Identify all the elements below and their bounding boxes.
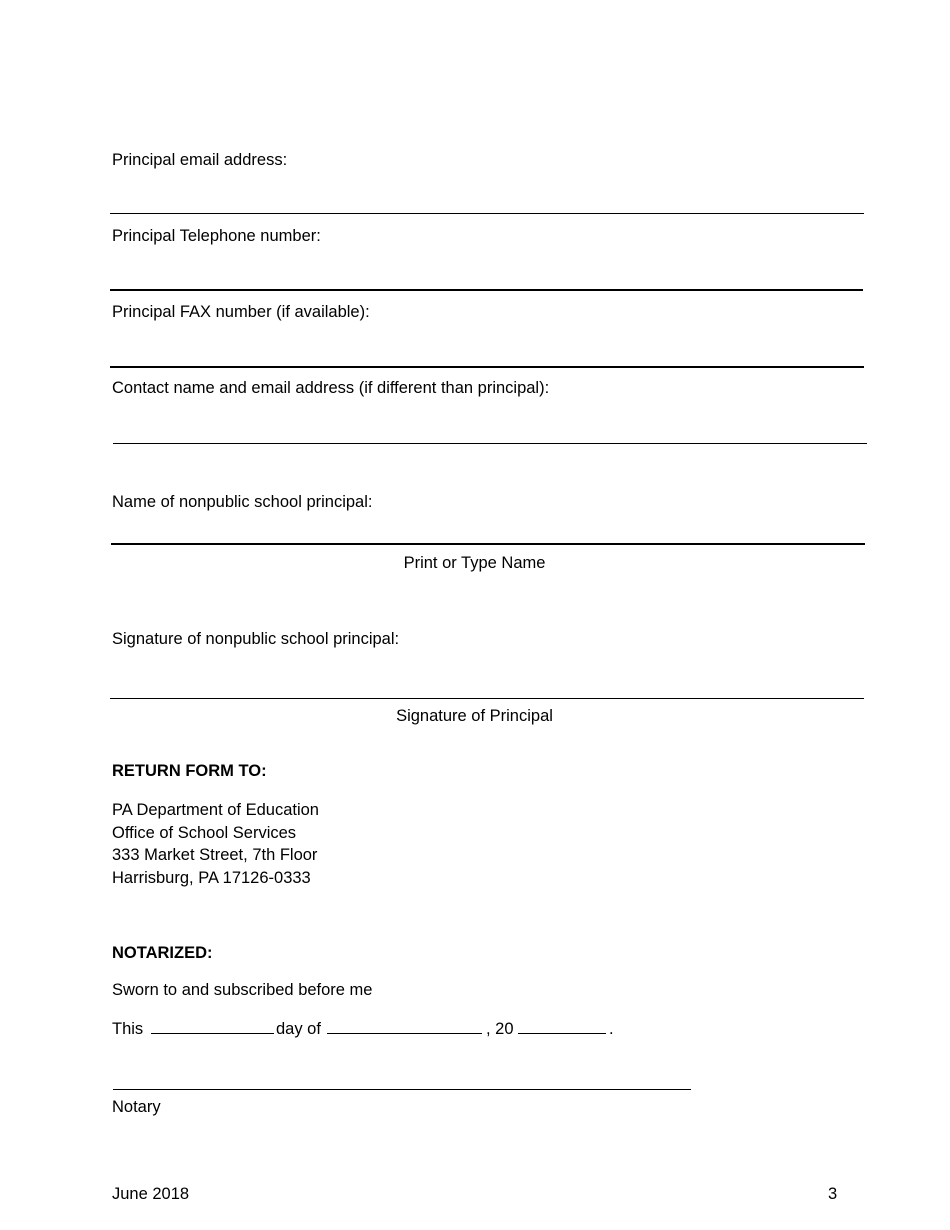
page-number: 3 — [828, 1185, 838, 1203]
principal-name-label: Name of nonpublic school principal: — [112, 493, 373, 511]
contact-label: Contact name and email address (if different than principal): — [112, 379, 550, 397]
address-line: PA Department of Education — [112, 801, 319, 819]
year-blank[interactable] — [518, 1033, 606, 1034]
principal-phone-line[interactable] — [110, 289, 863, 291]
print-name-caption: Print or Type Name — [403, 554, 546, 572]
principal-email-line[interactable] — [110, 213, 864, 214]
return-address — [112, 799, 319, 889]
principal-phone-label: Principal Telephone number: — [112, 227, 321, 245]
signature-caption: Signature of Principal — [396, 707, 553, 725]
notary-label: Notary — [112, 1098, 161, 1116]
principal-email-label: Principal email address: — [112, 151, 288, 169]
signature-label: Signature of nonpublic school principal: — [112, 630, 400, 648]
notarized-heading: NOTARIZED: — [112, 944, 213, 962]
principal-fax-label: Principal FAX number (if available): — [112, 303, 370, 321]
address-line: Harrisburg, PA 17126-0333 — [112, 868, 311, 887]
sworn-text: Sworn to and subscribed before me — [112, 981, 373, 999]
year-prefix: , 20 — [486, 1020, 514, 1038]
month-blank[interactable] — [327, 1033, 482, 1034]
contact-line[interactable] — [113, 443, 867, 444]
notary-signature-line[interactable] — [113, 1089, 691, 1090]
signature-line[interactable] — [110, 698, 864, 699]
period: . — [609, 1020, 614, 1038]
principal-name-line[interactable] — [111, 543, 865, 545]
this-label: This — [112, 1020, 144, 1038]
address-line: 333 Market Street, 7th Floor — [112, 846, 318, 864]
footer-date: June 2018 — [112, 1185, 190, 1203]
return-form-heading: RETURN FORM TO: — [112, 762, 267, 780]
day-blank[interactable] — [151, 1033, 274, 1034]
day-of-label: day of — [276, 1020, 321, 1038]
address-line: Office of School Services — [112, 823, 297, 842]
principal-fax-line[interactable] — [110, 366, 864, 368]
